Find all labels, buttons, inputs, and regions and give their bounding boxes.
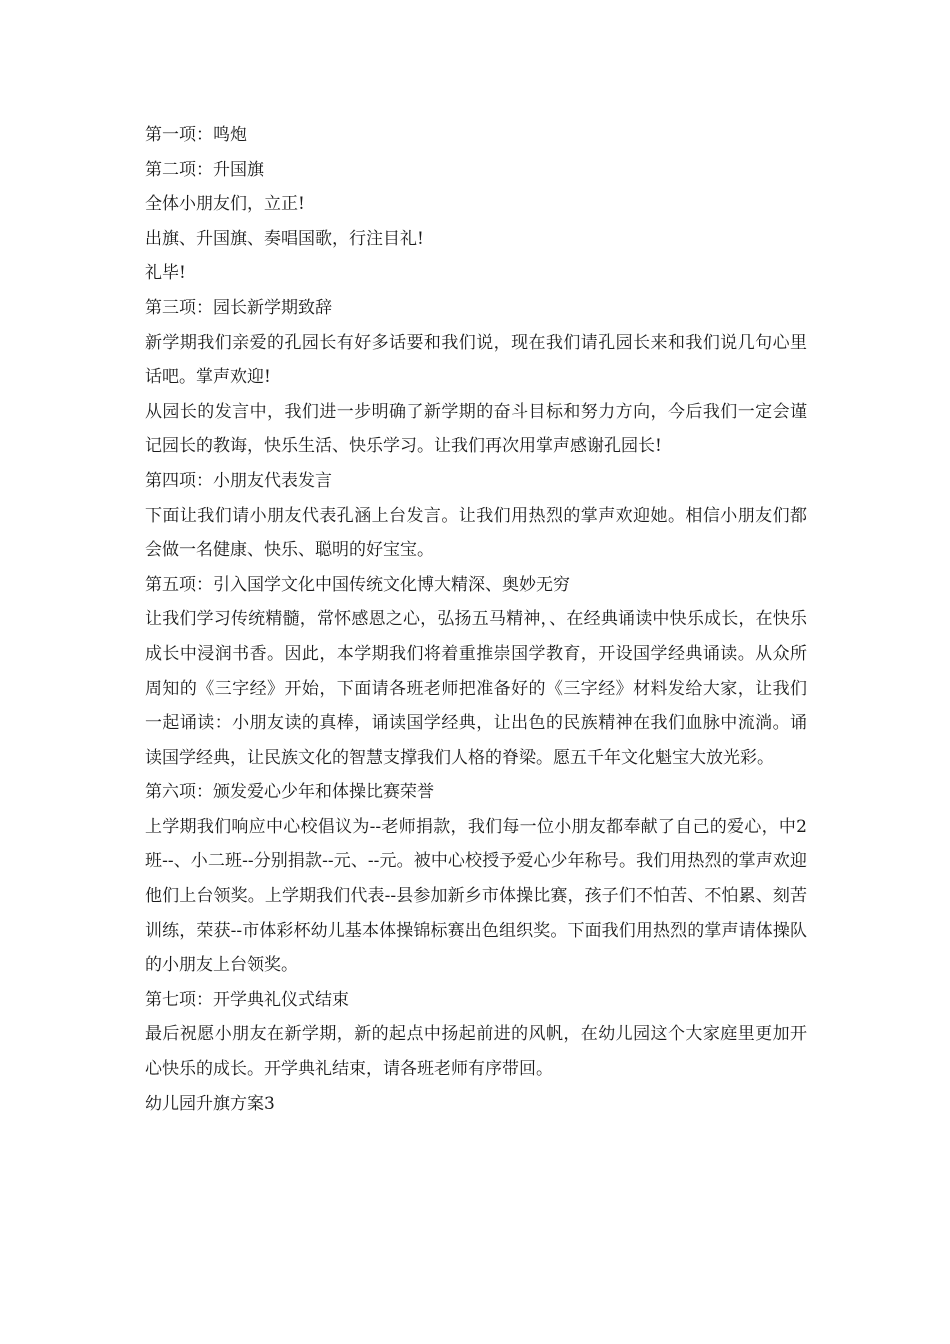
- section-heading: 第二项：升国旗: [145, 159, 264, 180]
- document-body: [145, 118, 807, 1121]
- paragraph: 最后祝愿小朋友在新学期，新的起点中扬起前进的风帆，在幼儿园这个大家庭里更加开心快乐的成长。开学典礼结束，请各班老师有序带回。: [145, 1024, 807, 1080]
- paragraph: 新学期我们亲爱的孔园长有好多话要和我们说，现在我们请孔园长来和我们说几句心里话吧。掌声欢迎!: [145, 332, 807, 388]
- section-heading: 第七项：开学典礼仪式结束: [145, 989, 349, 1010]
- paragraph: 让我们学习传统精髓，常怀感恩之心，弘扬五马精神，、在经典诵读中快乐成长，在快乐成长中浸润书香。因此，本学期我们将着重推崇国学教育，开设国学经典诵读。从众所周知的《三字经》开始，下面请各班老师把准备好的《三字经》材料发给大家，让我们一起诵读：小朋友读的真棒，诵读国学经典，让出色的民族精神在我们血脉中流淌。诵读国学经典，让民族文化的智慧支撑我们人格的脊梁。愿五千年文化魁宝大放光彩。: [145, 609, 807, 768]
- paragraph: 上学期我们响应中心校倡议为--老师捐款，我们每一位小朋友都奉献了自己的爱心，中2班--、小二班--分别捐款--元、--元。被中心校授予爱心少年称号。我们用热烈的掌声欢迎他们上台领奖。上学期我们代表--县参加新乡市体操比赛，孩子们不怕苦、不怕累、刻苦训练，荣获--市体彩杯幼儿基本体操锦标赛出色组织奖。下面我们用热烈的掌声请体操队的小朋友上台领奖。: [145, 816, 807, 976]
- paragraph: 礼毕!: [145, 263, 186, 284]
- section-heading: 第四项：小朋友代表发言: [145, 470, 332, 491]
- section-heading: 幼儿园升旗方案3: [145, 1093, 275, 1114]
- paragraph: 全体小朋友们，立正!: [145, 194, 305, 215]
- section-heading: 第一项：鸣炮: [145, 125, 247, 145]
- section-heading: 第三项：园长新学期致辞: [145, 297, 332, 318]
- section-heading: 第六项：颁发爱心少年和体操比赛荣誉: [145, 782, 434, 803]
- paragraph: 出旗、升国旗、奏唱国歌，行注目礼!: [145, 228, 424, 249]
- section-heading: 第五项：引入国学文化中国传统文化博大精深、奥妙无穷: [145, 574, 570, 595]
- paragraph: 下面让我们请小朋友代表孔涵上台发言。让我们用热烈的掌声欢迎她。相信小朋友们都会做一名健康、快乐、聪明的好宝宝。: [145, 505, 807, 561]
- paragraph: 从园长的发言中，我们进一步明确了新学期的奋斗目标和努力方向，今后我们一定会谨记园长的教诲，快乐生活、快乐学习。让我们再次用掌声感谢孔园长!: [145, 401, 807, 457]
